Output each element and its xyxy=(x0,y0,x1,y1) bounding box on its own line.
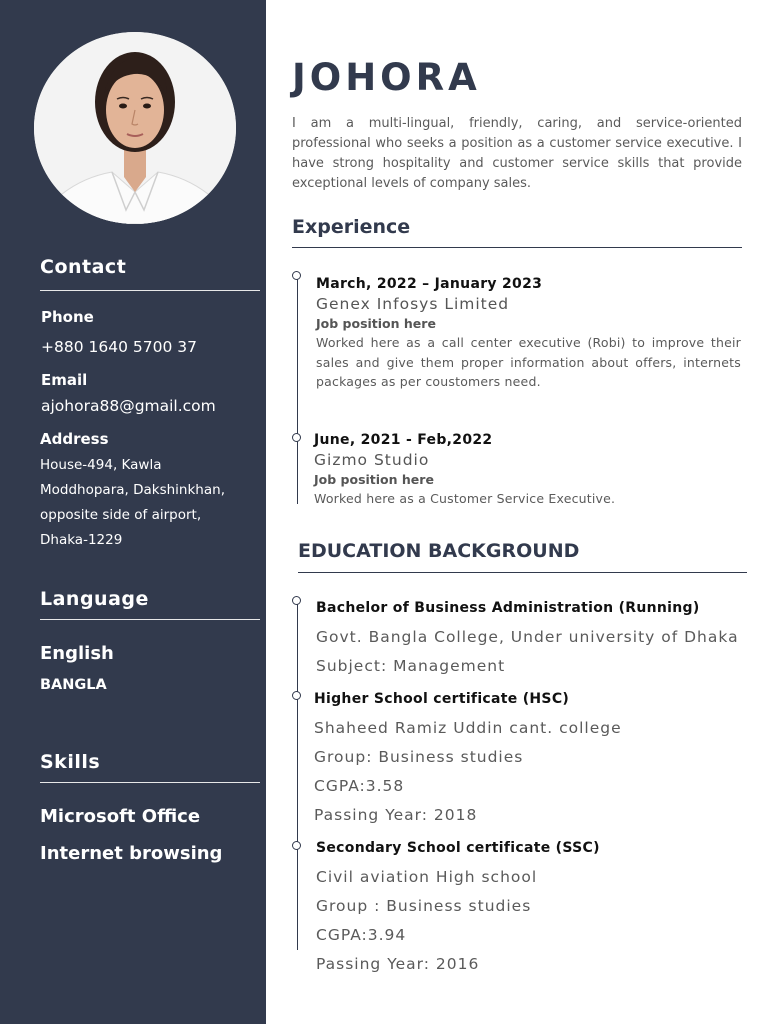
timeline-dot xyxy=(292,433,301,442)
timeline-dot xyxy=(292,271,301,280)
email-value: ajohora88@gmail.com xyxy=(41,397,216,415)
address-label: Address xyxy=(40,430,109,448)
profile-photo xyxy=(34,32,236,224)
candidate-name: JOHORA xyxy=(292,56,481,99)
experience-date: March, 2022 – January 2023 xyxy=(316,276,543,292)
language-divider xyxy=(40,619,260,620)
experience-position: Job position here xyxy=(314,472,434,487)
skill-item: Microsoft Office xyxy=(40,806,201,827)
address-line: opposite side of airport, xyxy=(40,507,202,523)
address-value xyxy=(40,453,260,553)
education-divider xyxy=(298,572,747,573)
timeline-dot xyxy=(292,691,301,700)
experience-heading: Experience xyxy=(292,216,411,238)
language-heading: Language xyxy=(40,588,149,610)
experience-date: June, 2021 - Feb,2022 xyxy=(314,432,493,448)
education-detail: Shaheed Ramiz Uddin cant. college xyxy=(314,719,622,737)
address-line: Dhaka-1229 xyxy=(40,532,123,548)
education-degree: Higher School certificate (HSC) xyxy=(314,691,570,707)
education-detail: Subject: Management xyxy=(316,657,506,675)
phone-label: Phone xyxy=(41,308,94,326)
experience-position: Job position here xyxy=(316,316,436,331)
education-detail: Govt. Bangla College, Under university of Dhaka xyxy=(316,628,739,646)
experience-divider xyxy=(292,247,742,248)
contact-divider xyxy=(40,290,260,291)
education-detail: Passing Year: 2018 xyxy=(314,806,478,824)
phone-value: +880 1640 5700 37 xyxy=(41,338,197,356)
experience-description: Worked here as a call center executive (Robi) to improve their sales and give them proper information about offers, internets packages as per coustomers need. xyxy=(316,335,741,389)
experience-description: Worked here as a Customer Service Executive. xyxy=(314,491,616,506)
timeline-dot xyxy=(292,841,301,850)
skills-heading: Skills xyxy=(40,751,101,773)
education-detail: CGPA:3.58 xyxy=(314,777,405,795)
education-detail: Group : Business studies xyxy=(316,897,532,915)
experience-company: Genex Infosys Limited xyxy=(316,295,510,313)
education-degree: Secondary School certificate (SSC) xyxy=(316,840,600,856)
education-heading: EDUCATION BACKGROUND xyxy=(298,540,580,562)
education-detail: Group: Business studies xyxy=(314,748,524,766)
address-line: Moddhopara, Dakshinkhan, xyxy=(40,482,225,498)
experience-company: Gizmo Studio xyxy=(314,451,430,469)
address-line: House-494, Kawla xyxy=(40,457,162,473)
skill-item: Internet browsing xyxy=(40,843,223,864)
timeline-dot xyxy=(292,596,301,605)
education-detail: CGPA:3.94 xyxy=(316,926,407,944)
sidebar xyxy=(0,0,266,1024)
language-item: English xyxy=(40,643,114,664)
email-label: Email xyxy=(41,371,88,389)
profile-summary: I am a multi-lingual, friendly, caring, and service-oriented professional who seeks a position as a customer service executive. I have strong hospitality and customer service skills that provide exceptional levels of company sales. xyxy=(292,116,742,191)
education-detail: Civil aviation High school xyxy=(316,868,538,886)
language-item: BANGLA xyxy=(40,677,107,693)
education-detail: Passing Year: 2016 xyxy=(316,955,480,973)
skills-divider xyxy=(40,782,260,783)
experience-timeline xyxy=(297,278,298,504)
contact-heading: Contact xyxy=(40,256,127,278)
education-degree: Bachelor of Business Administration (Running) xyxy=(316,600,700,616)
education-timeline xyxy=(297,602,298,950)
